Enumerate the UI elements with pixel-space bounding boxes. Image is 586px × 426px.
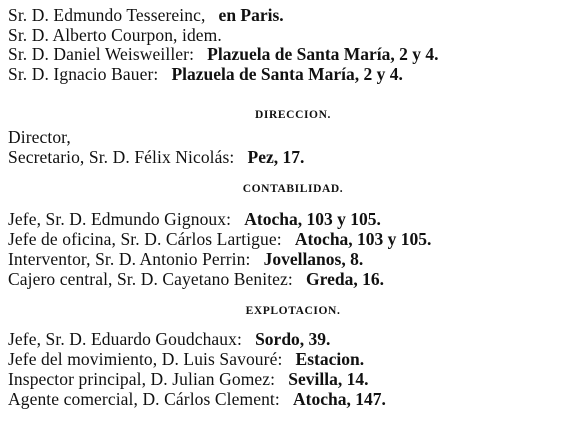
entry-line	[8, 390, 386, 409]
entry-address: Pez, 17.	[247, 147, 305, 167]
section-heading-explotacion: EXPLOTACION.	[245, 305, 341, 317]
entry-line	[8, 370, 368, 389]
entry-name: Jefe, Sr. D. Edmundo Gignoux:	[8, 209, 232, 229]
entry-name: Sr. D. Edmundo Tessereinc,	[8, 5, 206, 25]
entry-name: Jefe de oficina, Sr. D. Cárlos Lartigue:	[8, 229, 282, 249]
entry-address: Atocha, 103 y 105.	[294, 229, 432, 249]
entry-name: Sr. D. Ignacio Bauer:	[8, 64, 159, 84]
entry-name: Sr. D. Alberto Courpon, idem.	[8, 25, 222, 45]
entry-address: Plazuela de Santa María, 2 y 4.	[171, 64, 403, 84]
entry-address: Sordo, 39.	[255, 329, 331, 349]
section-heading-direccion: DIRECCION.	[255, 109, 331, 121]
entry-name: Inspector principal, D. Julian Gomez:	[8, 369, 276, 389]
entry-line	[8, 330, 330, 349]
entry-address: Greda, 16.	[306, 269, 384, 289]
entry-name: Sr. D. Daniel Weisweiller:	[8, 44, 195, 64]
entry-line	[8, 148, 304, 167]
entry-name: Interventor, Sr. D. Antonio Perrin:	[8, 249, 251, 269]
entry-line	[8, 250, 363, 269]
entry-line	[8, 350, 364, 369]
entry-name: Jefe, Sr. D. Eduardo Goudchaux:	[8, 329, 242, 349]
entry-line	[8, 210, 381, 229]
entry-line	[8, 26, 222, 45]
entry-line	[8, 230, 431, 249]
entry-line	[8, 45, 439, 64]
entry-address: Sevilla, 14.	[288, 369, 369, 389]
entry-line	[8, 128, 71, 147]
section-heading-contabilidad: CONTABILIDAD.	[242, 183, 344, 195]
entry-name: Jefe del movimiento, D. Luis Savouré:	[8, 349, 283, 369]
entry-address: Atocha, 147.	[292, 389, 386, 409]
entry-address: Estacion.	[295, 349, 365, 369]
entry-line	[8, 6, 284, 25]
entry-address: en Paris.	[218, 5, 284, 25]
entry-name: Cajero central, Sr. D. Cayetano Benitez:	[8, 269, 293, 289]
entry-address: Atocha, 103 y 105.	[244, 209, 381, 229]
entry-line	[8, 65, 403, 84]
entry-address: Plazuela de Santa María, 2 y 4.	[207, 44, 439, 64]
entry-name: Agente comercial, D. Cárlos Clement:	[8, 389, 280, 409]
entry-address: Jovellanos, 8.	[263, 249, 364, 269]
entry-name: Director,	[8, 127, 71, 147]
entry-name: Secretario, Sr. D. Félix Nicolás:	[8, 147, 235, 167]
entry-line	[8, 270, 384, 289]
